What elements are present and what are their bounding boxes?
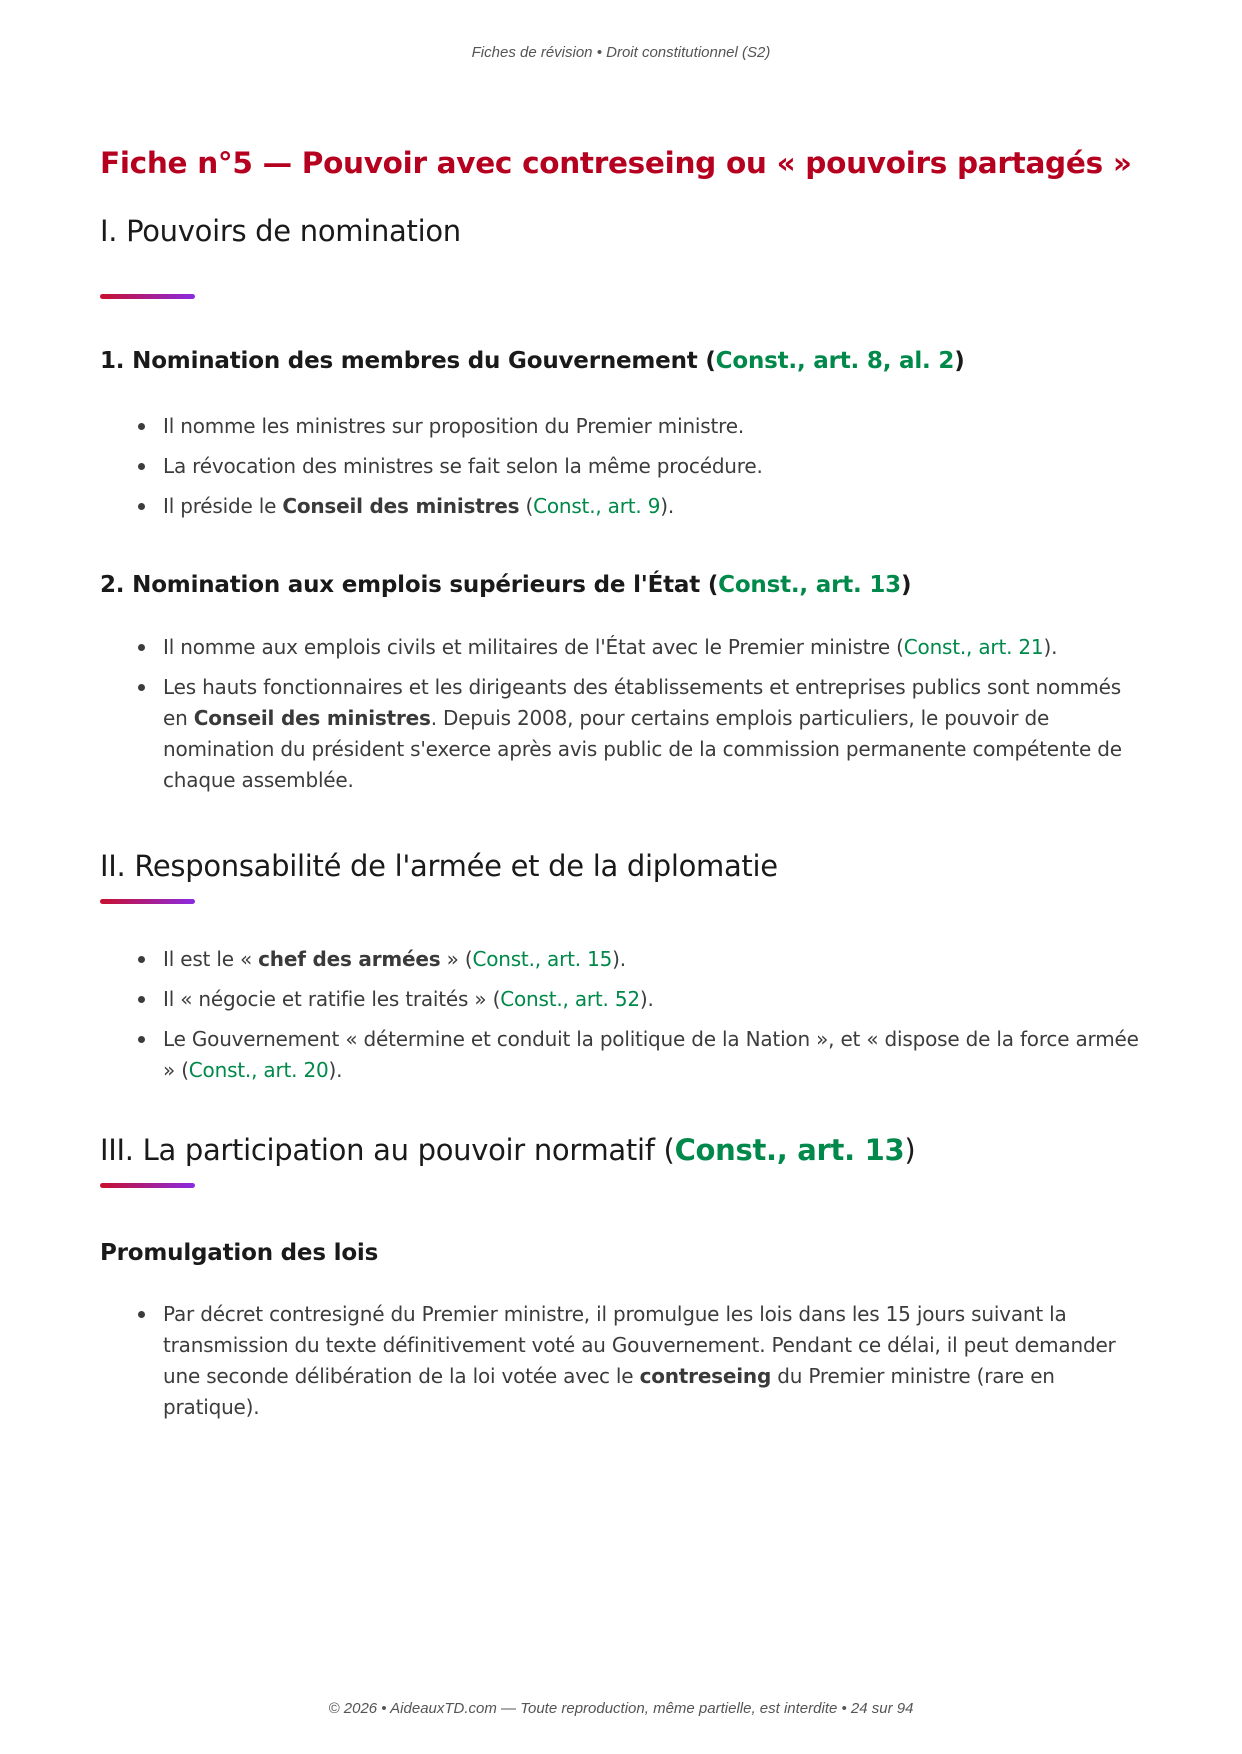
section-3-title-end: ): [904, 1133, 916, 1167]
bullet-text: Par décret contresigné du Premier ministre, il promulgue les lois dans les 15 jours suivant la transmission du texte définitivement voté au Gouvernement. Pendant ce délai, il peut demander une seconde délibération de la loi votée avec le: [163, 1302, 1116, 1388]
subsection-title: 1. Nomination des membres du Gouvernement (: [100, 348, 716, 374]
bullet-text: . Depuis 2008, pour certains emplois particuliers, le pouvoir de nomination du président s'exerce après avis public de la commission permanente compétente de chaque assemblée.: [163, 706, 1122, 792]
bullet-list-1-1: [0, 411, 1143, 531]
bullet-list-2: [0, 944, 1143, 1095]
bullet-text: Il est le «: [163, 947, 259, 971]
article-citation: Const., art. 13: [718, 572, 901, 598]
section-2-title: II. Responsabilité de l'armée et de la diplomatie: [100, 849, 778, 883]
list-item: [0, 411, 1143, 442]
section-3-heading: [100, 1133, 915, 1167]
bullet-text: ).: [1043, 635, 1058, 659]
bullet-text: ).: [328, 1058, 343, 1082]
bullet-text: Il nomme aux emplois civils et militaires de l'État avec le Premier ministre (: [163, 635, 904, 659]
subsection-1-2-heading: [100, 572, 911, 598]
bullet-text: Il nomme les ministres sur proposition du Premier ministre.: [163, 414, 744, 438]
list-item: [0, 672, 1143, 796]
page-title: Fiche n°5 — Pouvoir avec contreseing ou « pouvoirs partagés »: [100, 146, 1132, 180]
section-2-underline: [100, 899, 195, 904]
article-citation: Const., art. 21: [903, 635, 1044, 659]
bullet-text: Les hauts fonctionnaires et les dirigeants des établissements et entreprises publics sont nommés en: [163, 675, 1121, 730]
section-1-title: I. Pouvoirs de nomination: [100, 214, 461, 248]
list-item: [0, 1024, 1143, 1086]
list-item: [0, 984, 1143, 1015]
bullet-list-3: [0, 1299, 1143, 1432]
bullet-text: ).: [639, 987, 654, 1011]
section-1-heading: [100, 214, 461, 248]
bold-term: chef des armées: [258, 947, 441, 971]
article-citation: Const., art. 20: [188, 1058, 329, 1082]
section-3-underline: [100, 1183, 195, 1188]
article-citation: Const., art. 13: [674, 1133, 905, 1167]
list-item: [0, 632, 1143, 663]
subsection-1-1-heading: [100, 348, 965, 374]
bold-term: Conseil des ministres: [193, 706, 431, 730]
list-item: [0, 491, 1143, 522]
article-citation: Const., art. 9: [533, 494, 661, 518]
article-citation: Const., art. 52: [500, 987, 640, 1011]
bullet-text: La révocation des ministres se fait selon la même procédure.: [163, 454, 763, 478]
list-item: [0, 451, 1143, 482]
bullet-text: ).: [660, 494, 674, 518]
page-footer: © 2026 • AideauxTD.com — Toute reproduction, même partielle, est interdite • 24 sur 94: [328, 1700, 914, 1717]
bullet-text: du Premier ministre (rare en pratique).: [163, 1364, 1055, 1419]
subsection-title: Promulgation des lois: [100, 1240, 379, 1266]
section-2-heading: [100, 849, 778, 883]
bullet-text: » (: [440, 947, 473, 971]
bullet-text: ).: [612, 947, 626, 971]
running-header: Fiches de révision • Droit constitutionnel (S2): [471, 44, 771, 61]
subsection-title-end: ): [954, 348, 965, 374]
subsection-title: 2. Nomination aux emplois supérieurs de l'État (: [100, 572, 719, 598]
list-item: [0, 944, 1143, 975]
section-1-underline: [100, 294, 195, 299]
bullet-text: Le Gouvernement « détermine et conduit la politique de la Nation », et « dispose de la force armée » (: [163, 1027, 1139, 1082]
bullet-text: Il « négocie et ratifie les traités » (: [163, 987, 501, 1011]
bullet-text: (: [519, 494, 534, 518]
bullet-text: Il préside le: [163, 494, 283, 518]
bold-term: contreseing: [639, 1364, 772, 1388]
list-item: [0, 1299, 1143, 1423]
article-citation: Const., art. 15: [472, 947, 613, 971]
subsection-title-end: ): [900, 572, 912, 598]
section-3-title: III. La participation au pouvoir normatif (: [100, 1133, 675, 1167]
bullet-list-1-2: [0, 632, 1143, 805]
article-citation: Const., art. 8, al. 2: [715, 348, 955, 374]
bold-term: Conseil des ministres: [282, 494, 520, 518]
subsection-3-1-heading: [100, 1240, 378, 1266]
